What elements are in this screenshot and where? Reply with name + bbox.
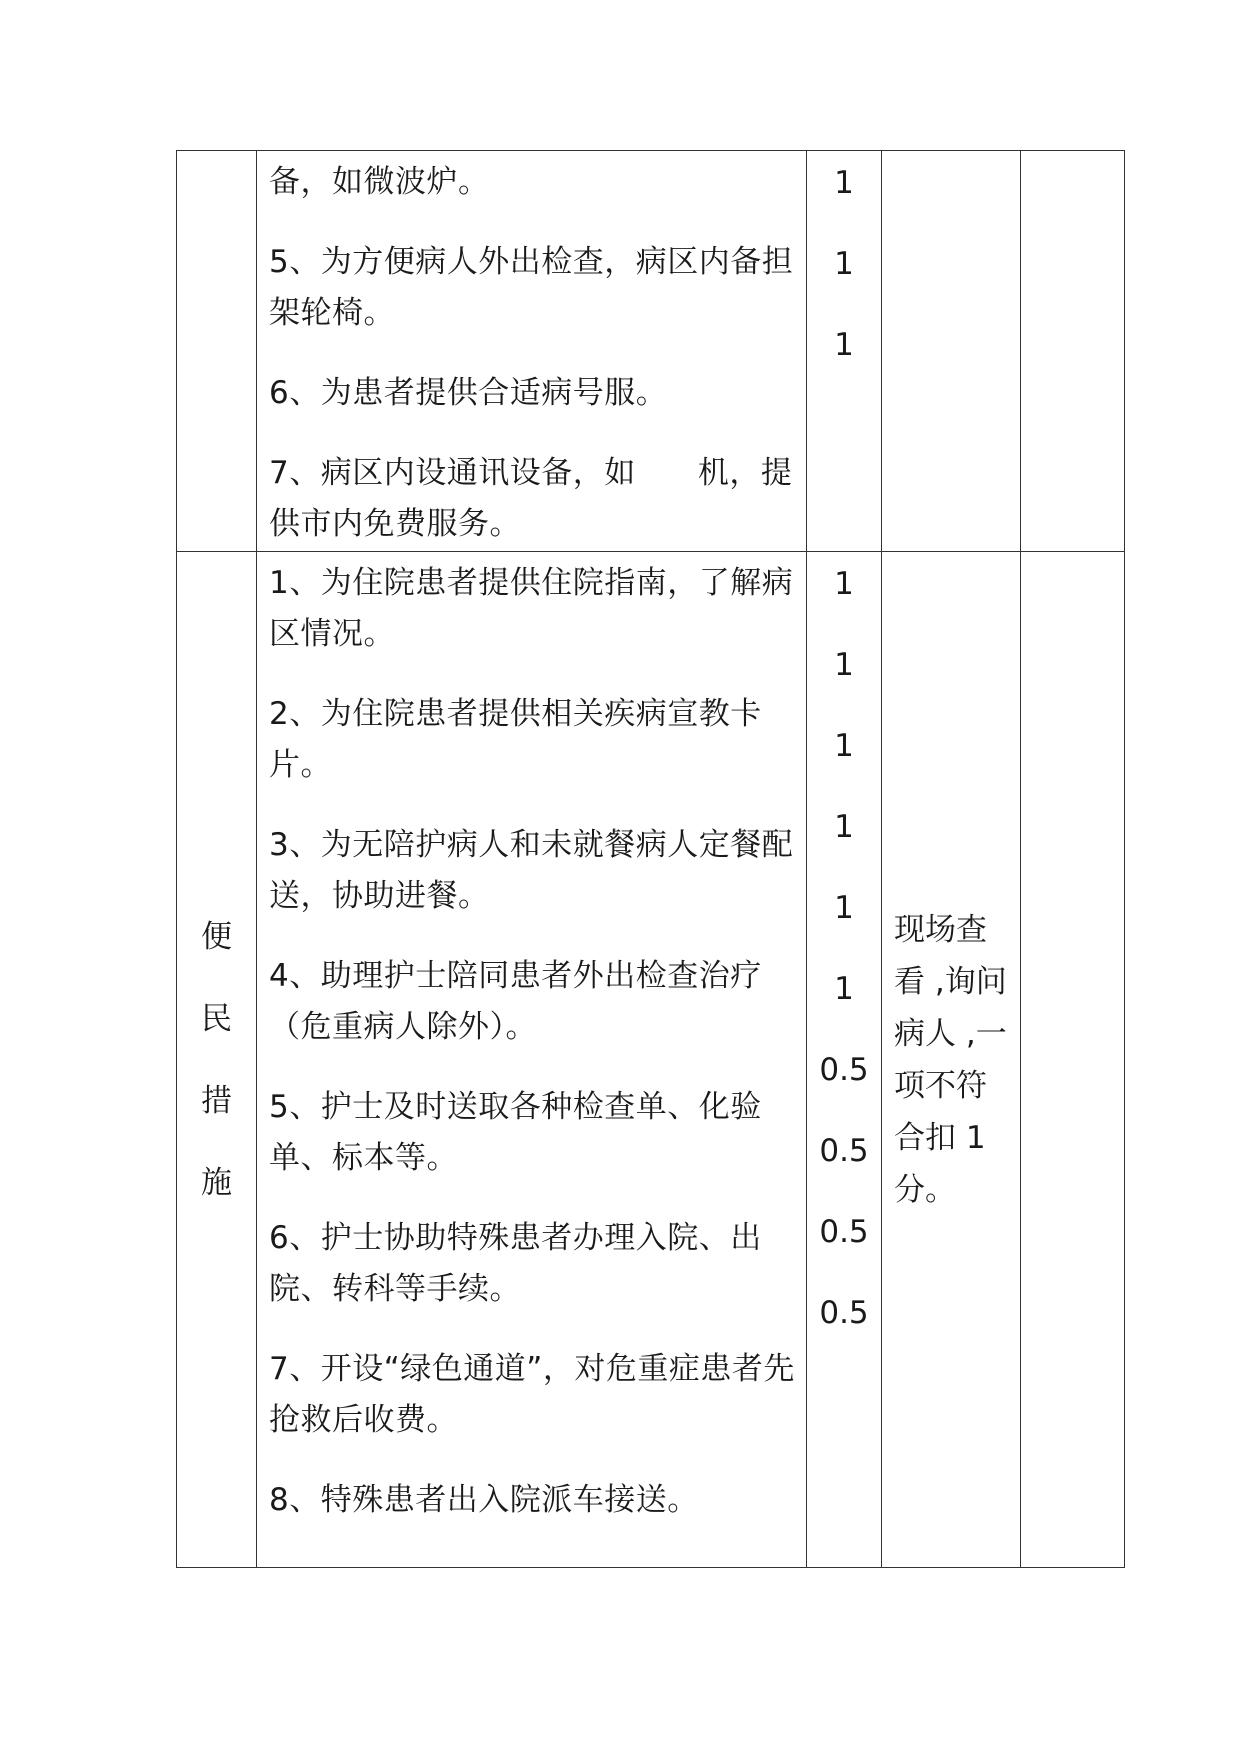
- table-row: [177, 151, 1125, 552]
- list-item: 5、护士及时送取各种检查单、化验单、标本等。: [269, 1089, 762, 1176]
- score-value: 1: [834, 327, 854, 363]
- score-value: 1: [834, 728, 854, 764]
- table-row: [177, 552, 1125, 1568]
- score-value: 1: [834, 971, 854, 1007]
- score-cell: [807, 151, 882, 552]
- method-cell: [882, 552, 1021, 1568]
- list-item: 3、为无陪护病人和未就餐病人定餐配送，协助进餐。: [269, 827, 794, 914]
- list-item: 5、为方便病人外出检查，病区内备担架轮椅。: [269, 244, 794, 331]
- score-value: 0.5: [819, 1214, 869, 1250]
- category-cell: [177, 552, 257, 1568]
- list-item: 8、特殊患者出入院派车接送。: [269, 1482, 699, 1518]
- content-cell: [257, 552, 807, 1568]
- score-value: 0.5: [819, 1052, 869, 1088]
- score-value: 1: [834, 566, 854, 602]
- category-cell-empty: [177, 151, 257, 552]
- category-char: 民: [201, 1000, 232, 1037]
- list-item: 1、为住院患者提供住院指南，了解病区情况。: [269, 565, 794, 652]
- evaluation-table: [176, 150, 1125, 1568]
- score-cell: [807, 552, 882, 1568]
- score-value: 0.5: [819, 1295, 869, 1331]
- content-cell: [257, 151, 807, 552]
- list-item: 6、护士协助特殊患者办理入院、出院、转科等手续。: [269, 1220, 762, 1307]
- list-item: 7、病区内设通讯设备，如 机，提供市内免费服务。: [269, 455, 793, 542]
- score-value: 1: [834, 890, 854, 926]
- list-item: 4、助理护士陪同患者外出检查治疗（危重病人除外）。: [269, 958, 762, 1045]
- list-item: 备，如微波炉。: [269, 164, 490, 200]
- category-char: 施: [201, 1164, 232, 1201]
- score-value: 1: [834, 246, 854, 282]
- category-char: 措: [201, 1082, 232, 1119]
- list-item: 7、开设“绿色通道”，对危重症患者先抢救后收费。: [269, 1351, 795, 1438]
- score-value: 0.5: [819, 1133, 869, 1169]
- category-char: 便: [201, 918, 232, 955]
- list-item: 2、为住院患者提供相关疾病宣教卡片。: [269, 696, 762, 783]
- result-cell-empty: [1021, 552, 1125, 1568]
- list-item: 6、为患者提供合适病号服。: [269, 375, 668, 411]
- method-cell-empty: [882, 151, 1021, 552]
- result-cell-empty: [1021, 151, 1125, 552]
- method-text: 现场查看 ,询问病人 ,一项不符合扣 1 分。: [894, 911, 1007, 1208]
- score-value: 1: [834, 165, 854, 201]
- score-value: 1: [834, 809, 854, 845]
- score-value: 1: [834, 647, 854, 683]
